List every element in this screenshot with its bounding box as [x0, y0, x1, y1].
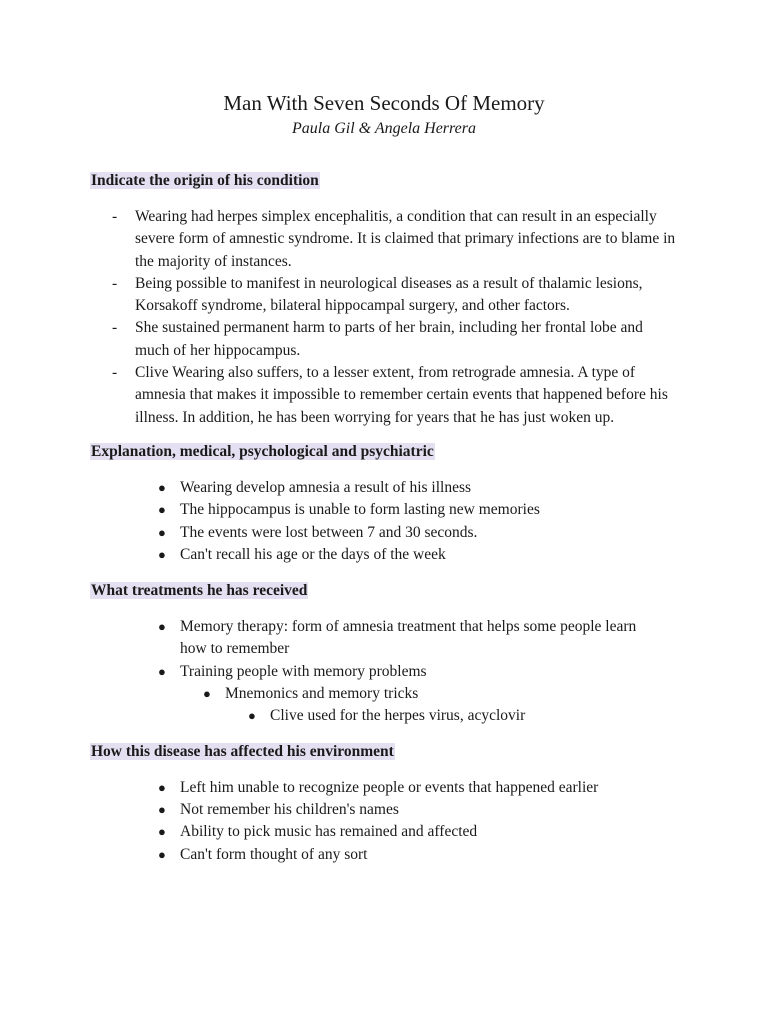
bullet-icon: ●: [158, 479, 166, 495]
section-heading: How this disease has affected his environment: [91, 742, 394, 760]
list-item: ● Training people with memory problems: [90, 661, 678, 683]
list-item-nested: ● Clive used for the herpes virus, acyclovir: [90, 705, 678, 727]
list-item: ● The events were lost between 7 and 30 seconds.: [90, 522, 678, 544]
list-item: ● Ability to pick music has remained and affected: [90, 821, 678, 843]
list-item: - Wearing had herpes simplex encephalitis, a condition that can result in an especially severe form of amnestic syndrome. It is claimed that primary infections are to blame in the majority of instances.: [112, 208, 676, 270]
bullet-icon: ●: [158, 824, 166, 840]
section-heading: Explanation, medical, psychological and psychiatric: [91, 442, 434, 460]
list-item: ● The hippocampus is unable to form lasting new memories: [90, 499, 678, 521]
bullet-icon: ●: [158, 546, 166, 562]
section-explanation: [90, 441, 678, 566]
list-item: - Being possible to manifest in neurological diseases as a result of thalamic lesions, Korsakoff syndrome, bilateral hippocampal surgery, and other factors.: [112, 274, 643, 315]
list-item: ● Can't recall his age or the days of the week: [90, 544, 678, 566]
list-item: ● Memory therapy: form of amnesia treatment that helps some people learn how to remember: [158, 618, 637, 658]
bullet-list: [90, 477, 678, 566]
list-item: ● Left him unable to recognize people or events that happened earlier: [90, 777, 678, 799]
list-item: ● Wearing develop amnesia a result of his illness: [90, 477, 678, 499]
bullet-list: [90, 777, 678, 866]
section-origin: [90, 170, 678, 429]
bullet-icon: ●: [158, 779, 166, 795]
document-authors: Paula Gil & Angela Herrera: [292, 120, 476, 137]
bullet-icon: ●: [158, 619, 166, 635]
section-environment: [90, 741, 678, 866]
bullet-icon: ●: [248, 708, 256, 724]
document-title: Man With Seven Seconds Of Memory: [223, 91, 545, 115]
section-heading: Indicate the origin of his condition: [91, 172, 319, 189]
list-item: ● Can't form thought of any sort: [90, 844, 678, 866]
list-item: ● Not remember his children's names: [90, 799, 678, 821]
list-item: - Clive Wearing also suffers, to a lesser extent, from retrograde amnesia. A type of amnesia that makes it impossible to remember certain events that happened before his illness. In addition, he has been worrying for years that he has just woken up.: [112, 364, 668, 426]
bullet-icon: ●: [203, 686, 211, 702]
section-treatments: [90, 580, 678, 727]
bullet-icon: ●: [158, 846, 166, 862]
dash-list: [90, 206, 678, 429]
bullet-icon: ●: [158, 663, 166, 679]
bullet-icon: ●: [158, 502, 166, 518]
list-item: - She sustained permanent harm to parts of her brain, including her frontal lobe and much of her hippocampus.: [112, 319, 643, 359]
bullet-icon: ●: [158, 524, 166, 540]
bullet-icon: ●: [158, 801, 166, 817]
list-item-nested: ● Mnemonics and memory tricks: [90, 683, 678, 705]
bullet-list: [90, 616, 678, 727]
section-heading: What treatments he has received: [91, 582, 308, 600]
